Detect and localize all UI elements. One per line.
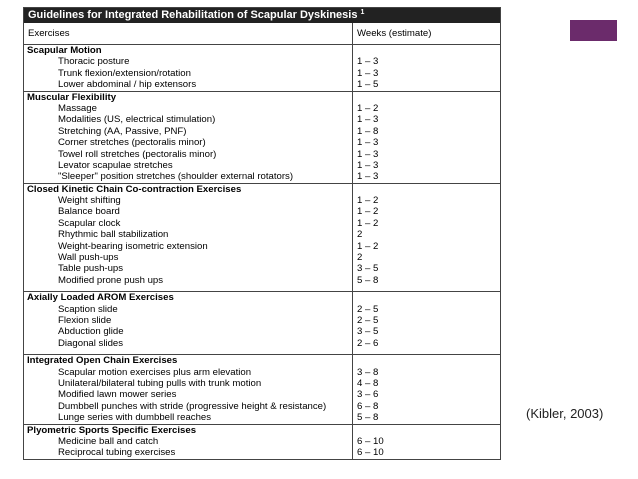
section-weeks-cell	[352, 425, 500, 436]
table-row	[24, 367, 500, 378]
table-row	[24, 412, 500, 423]
weeks-cell: 6 – 8	[352, 401, 500, 412]
section-title: Scapular Motion	[27, 45, 102, 56]
weeks-cell: 3 – 5	[352, 263, 500, 274]
weeks-cell: 2 – 6	[352, 338, 500, 349]
table-row	[24, 206, 500, 217]
weeks-cell: 5 – 8	[352, 412, 500, 423]
exercise-cell: Medicine ball and catch	[58, 435, 159, 447]
exercise-cell: Towel roll stretches (pectoralis minor)	[58, 148, 217, 160]
spacer-cell	[24, 286, 352, 291]
weeks-cell: 1 – 3	[352, 137, 500, 148]
table-row	[24, 218, 500, 229]
table-row	[24, 241, 500, 252]
table-title: Guidelines for Integrated Rehabilitation of Scapular Dyskinesis $^1$	[24, 8, 500, 23]
column-header-weeks: Weeks (estimate)	[352, 23, 500, 44]
exercise-cell: Modified lawn mower series	[58, 389, 177, 401]
exercise-cell: Dumbbell punches with stride (progressive height & resistance)	[58, 400, 327, 412]
table-row	[24, 229, 500, 240]
exercise-cell: Rhythmic ball stabilization	[58, 229, 169, 241]
table-row	[24, 195, 500, 206]
exercise-cell: Diagonal slides	[58, 337, 124, 349]
exercise-cell: Levator scapulae stretches	[58, 159, 173, 171]
weeks-cell: 1 – 3	[352, 160, 500, 171]
table-row	[24, 378, 500, 389]
exercise-cell: Corner stretches (pectoralis minor)	[58, 137, 206, 149]
table-row	[24, 315, 500, 326]
table-row	[24, 436, 500, 447]
exercise-cell: Unilateral/bilateral tubing pulls with trunk motion	[58, 377, 262, 389]
table-row	[24, 79, 500, 90]
exercise-cell: Flexion slide	[58, 314, 112, 326]
section-title: Integrated Open Chain Exercises	[27, 355, 178, 367]
weeks-cell: 3 – 8	[352, 367, 500, 378]
exercise-cell: Thoracic posture	[58, 56, 130, 68]
table-row	[24, 275, 500, 286]
exercise-cell: Wall push-ups	[58, 252, 119, 264]
exercise-cell: Massage	[58, 102, 97, 114]
table-row	[24, 326, 500, 337]
exercise-cell: Abduction glide	[58, 326, 124, 338]
section-weeks-cell	[352, 355, 500, 366]
exercise-cell: Weight shifting	[58, 195, 121, 207]
exercise-cell: Scaption slide	[58, 303, 118, 315]
exercise-cell: Lower abdominal / hip extensors	[58, 79, 197, 91]
table-row	[24, 137, 500, 148]
section-header-row	[24, 45, 500, 56]
section-weeks-cell	[352, 92, 500, 103]
section-title: Plyometric Sports Specific Exercises	[27, 424, 197, 436]
weeks-cell: 1 – 2	[352, 206, 500, 217]
weeks-cell: 2	[352, 229, 500, 240]
table-row	[24, 103, 500, 114]
weeks-cell: 1 – 2	[352, 195, 500, 206]
table-row	[24, 171, 500, 182]
column-header-row	[24, 23, 500, 45]
section-header-row	[24, 354, 500, 366]
citation: (Kibler, 2003)	[526, 406, 604, 421]
weeks-cell: 3 – 5	[352, 326, 500, 337]
section-weeks-cell	[352, 184, 500, 195]
weeks-cell: 1 – 2	[352, 103, 500, 114]
table-row	[24, 56, 500, 67]
table-row	[24, 263, 500, 274]
table-row	[24, 149, 500, 160]
weeks-cell: 6 – 10	[352, 447, 500, 458]
exercise-cell: Balance board	[58, 206, 120, 218]
weeks-cell: 2	[352, 252, 500, 263]
spacer-cell	[24, 349, 352, 354]
table-row	[24, 126, 500, 137]
table-row	[24, 447, 500, 458]
weeks-cell: 6 – 10	[352, 436, 500, 447]
table-row	[24, 389, 500, 400]
weeks-cell: 2 – 5	[352, 315, 500, 326]
row-spacer	[24, 286, 500, 291]
weeks-cell: 3 – 6	[352, 389, 500, 400]
title-footnote-marker: 1	[360, 9, 365, 16]
weeks-cell: 1 – 2	[352, 241, 500, 252]
weeks-cell: 2 – 5	[352, 304, 500, 315]
weeks-cell: 1 – 3	[352, 149, 500, 160]
weeks-cell: 4 – 8	[352, 378, 500, 389]
decorative-accent-rectangle	[570, 20, 617, 41]
exercise-cell: Table push-ups	[58, 263, 124, 275]
section-header-row	[24, 291, 500, 303]
section-header-row	[24, 183, 500, 195]
section-weeks-cell	[352, 45, 500, 56]
weeks-cell: 1 – 3	[352, 68, 500, 79]
table-row	[24, 68, 500, 79]
table-row	[24, 401, 500, 412]
section-weeks-cell	[352, 292, 500, 303]
section-title: Muscular Flexibility	[27, 91, 117, 103]
weeks-cell: 1 – 8	[352, 126, 500, 137]
section-title: Axially Loaded AROM Exercises	[27, 292, 174, 304]
weeks-cell: 1 – 3	[352, 171, 500, 182]
section-header-row	[24, 91, 500, 103]
table-row	[24, 252, 500, 263]
row-spacer	[24, 349, 500, 354]
column-header-exercises: Exercises	[28, 28, 70, 39]
weeks-cell: 1 – 2	[352, 218, 500, 229]
exercise-cell: Lunge series with dumbbell reaches	[58, 412, 212, 424]
section-header-row	[24, 424, 500, 436]
exercise-cell: Modified prone push ups	[58, 274, 164, 286]
exercise-cell: "Sleeper" position stretches (shoulder external rotators)	[58, 171, 294, 183]
exercise-cell: Trunk flexion/extension/rotation	[58, 67, 191, 79]
spacer-cell	[352, 286, 500, 291]
exercise-cell: Modalities (US, electrical stimulation)	[58, 114, 216, 126]
spacer-cell	[352, 349, 500, 354]
exercise-cell: Weight-bearing isometric extension	[58, 240, 208, 252]
weeks-cell: 1 – 3	[352, 56, 500, 67]
exercise-cell: Reciprocal tubing exercises	[58, 447, 176, 459]
section-title: Closed Kinetic Chain Co-contraction Exercises	[27, 183, 242, 195]
weeks-cell: 1 – 3	[352, 114, 500, 125]
exercise-cell: Scapular clock	[58, 217, 121, 229]
exercise-cell: Stretching (AA, Passive, PNF)	[58, 125, 187, 137]
exercise-cell: Scapular motion exercises plus arm elevation	[58, 366, 252, 378]
table-row	[24, 160, 500, 171]
table-row	[24, 304, 500, 315]
table-row	[24, 338, 500, 349]
weeks-cell: 1 – 5	[352, 79, 500, 90]
table-body	[24, 45, 500, 459]
rehab-guidelines-table	[23, 7, 501, 460]
weeks-cell: 5 – 8	[352, 275, 500, 286]
table-row	[24, 114, 500, 125]
